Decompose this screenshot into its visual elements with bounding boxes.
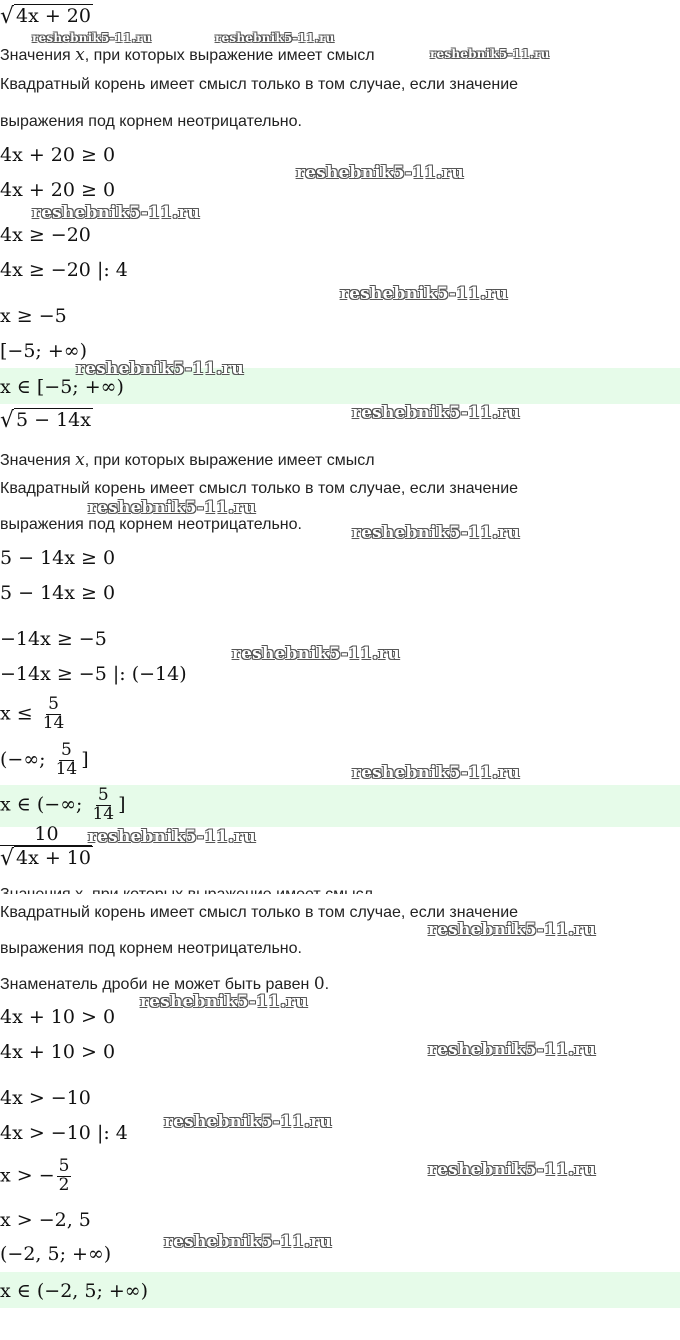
s2-step5-fraction: $\frac{5}{14}$ bbox=[42, 694, 65, 733]
watermark: reshebnik5-11.ru bbox=[428, 920, 596, 940]
watermark: reshebnik5-11.ru bbox=[140, 992, 308, 1012]
s1-rule-line1: Квадратный корень имеет смысл только в том случае, если значение bbox=[0, 76, 519, 93]
s3-interval: (−2, 5; +∞) bbox=[0, 1243, 112, 1265]
s3-step3: 4x > −10 bbox=[0, 1087, 91, 1109]
s2-step4: −14x ≥ −5 |: (−14) bbox=[0, 663, 187, 685]
watermark: reshebnik5-11.ru bbox=[164, 1232, 332, 1252]
s2-interval-fraction: $\frac{5}{14}$ bbox=[55, 740, 78, 779]
watermark: reshebnik5-11.ru bbox=[88, 498, 256, 518]
s3-step1: 4x + 10 > 0 bbox=[0, 1006, 116, 1028]
watermark: reshebnik5-11.ru bbox=[352, 403, 520, 423]
s3-expression: 10 √ 4x + 10 bbox=[0, 823, 91, 871]
s3-denominator-note: Знаменатель дроби не может быть равен 0. bbox=[0, 974, 330, 994]
s2-step2: 5 − 14x ≥ 0 bbox=[0, 582, 116, 604]
watermark: reshebnik5-11.ru bbox=[352, 523, 520, 543]
s2-rule-line1: Квадратный корень имеет смысл только в том случае, если значение bbox=[0, 480, 519, 497]
s2-answer: x ∈ (−∞; $\frac{5}{14}$ ] bbox=[0, 785, 126, 824]
watermark: reshebnik5-11.ru bbox=[32, 203, 200, 223]
s2-step3: −14x ≥ −5 bbox=[0, 628, 107, 650]
s3-answer: x ∈ (−2, 5; +∞) bbox=[0, 1280, 149, 1302]
s2-step5: x ≤ $\frac{5}{14}$ bbox=[0, 694, 65, 733]
s3-step4: 4x > −10 |: 4 bbox=[0, 1122, 128, 1144]
watermark: reshebnik5-11.ru bbox=[76, 359, 244, 379]
watermark: reshebnik5-11.ru bbox=[340, 284, 508, 304]
s2-step1: 5 − 14x ≥ 0 bbox=[0, 547, 116, 569]
watermark: reshebnik5-11.ru bbox=[215, 31, 335, 45]
watermark: reshebnik5-11.ru bbox=[164, 1112, 332, 1132]
s1-answer: x ∈ [−5; +∞) bbox=[0, 376, 124, 398]
watermark: reshebnik5-11.ru bbox=[428, 1160, 596, 1180]
s1-expression: √ 4x + 20 bbox=[0, 4, 91, 29]
watermark: reshebnik5-11.ru bbox=[428, 1040, 596, 1060]
watermark: reshebnik5-11.ru bbox=[352, 763, 520, 783]
s1-step5: x ≥ −5 bbox=[0, 305, 67, 327]
s3-step5-fraction: $\frac{5}{2}$ bbox=[58, 1156, 70, 1195]
s1-interval: [−5; +∞) bbox=[0, 340, 88, 362]
s2-interval: (−∞; $\frac{5}{14}$ ] bbox=[0, 740, 89, 779]
s2-answer-fraction: $\frac{5}{14}$ bbox=[92, 785, 115, 824]
s3-rule-line1: Квадратный корень имеет смысл только в том случае, если значение bbox=[0, 904, 519, 921]
s2-rule-line2: выражения под корнем неотрицательно. bbox=[0, 516, 302, 533]
s2-intro: Значения x, при которых выражение имеет смысл bbox=[0, 450, 375, 470]
s1-step2: 4x + 20 ≥ 0 bbox=[0, 179, 116, 201]
s2-expression: √ 5 − 14x bbox=[0, 408, 91, 433]
watermark: reshebnik5-11.ru bbox=[88, 827, 256, 847]
s1-rule-line2: выражения под корнем неотрицательно. bbox=[0, 113, 302, 130]
s3-step2: 4x + 10 > 0 bbox=[0, 1041, 116, 1063]
s1-intro: Значения x, при которых выражение имеет смысл bbox=[0, 45, 375, 65]
watermark: reshebnik5-11.ru bbox=[296, 163, 464, 183]
watermark: reshebnik5-11.ru bbox=[430, 47, 550, 61]
s3-step5: x > − $\frac{5}{2}$ bbox=[0, 1156, 70, 1195]
s1-step3: 4x ≥ −20 bbox=[0, 224, 91, 246]
s3-step6: x > −2, 5 bbox=[0, 1209, 91, 1231]
s1-step4: 4x ≥ −20 |: 4 bbox=[0, 259, 128, 281]
s3-rule-line2: выражения под корнем неотрицательно. bbox=[0, 940, 302, 957]
watermark: reshebnik5-11.ru bbox=[32, 31, 152, 45]
s1-step1: 4x + 20 ≥ 0 bbox=[0, 144, 116, 166]
watermark: reshebnik5-11.ru bbox=[232, 644, 400, 664]
